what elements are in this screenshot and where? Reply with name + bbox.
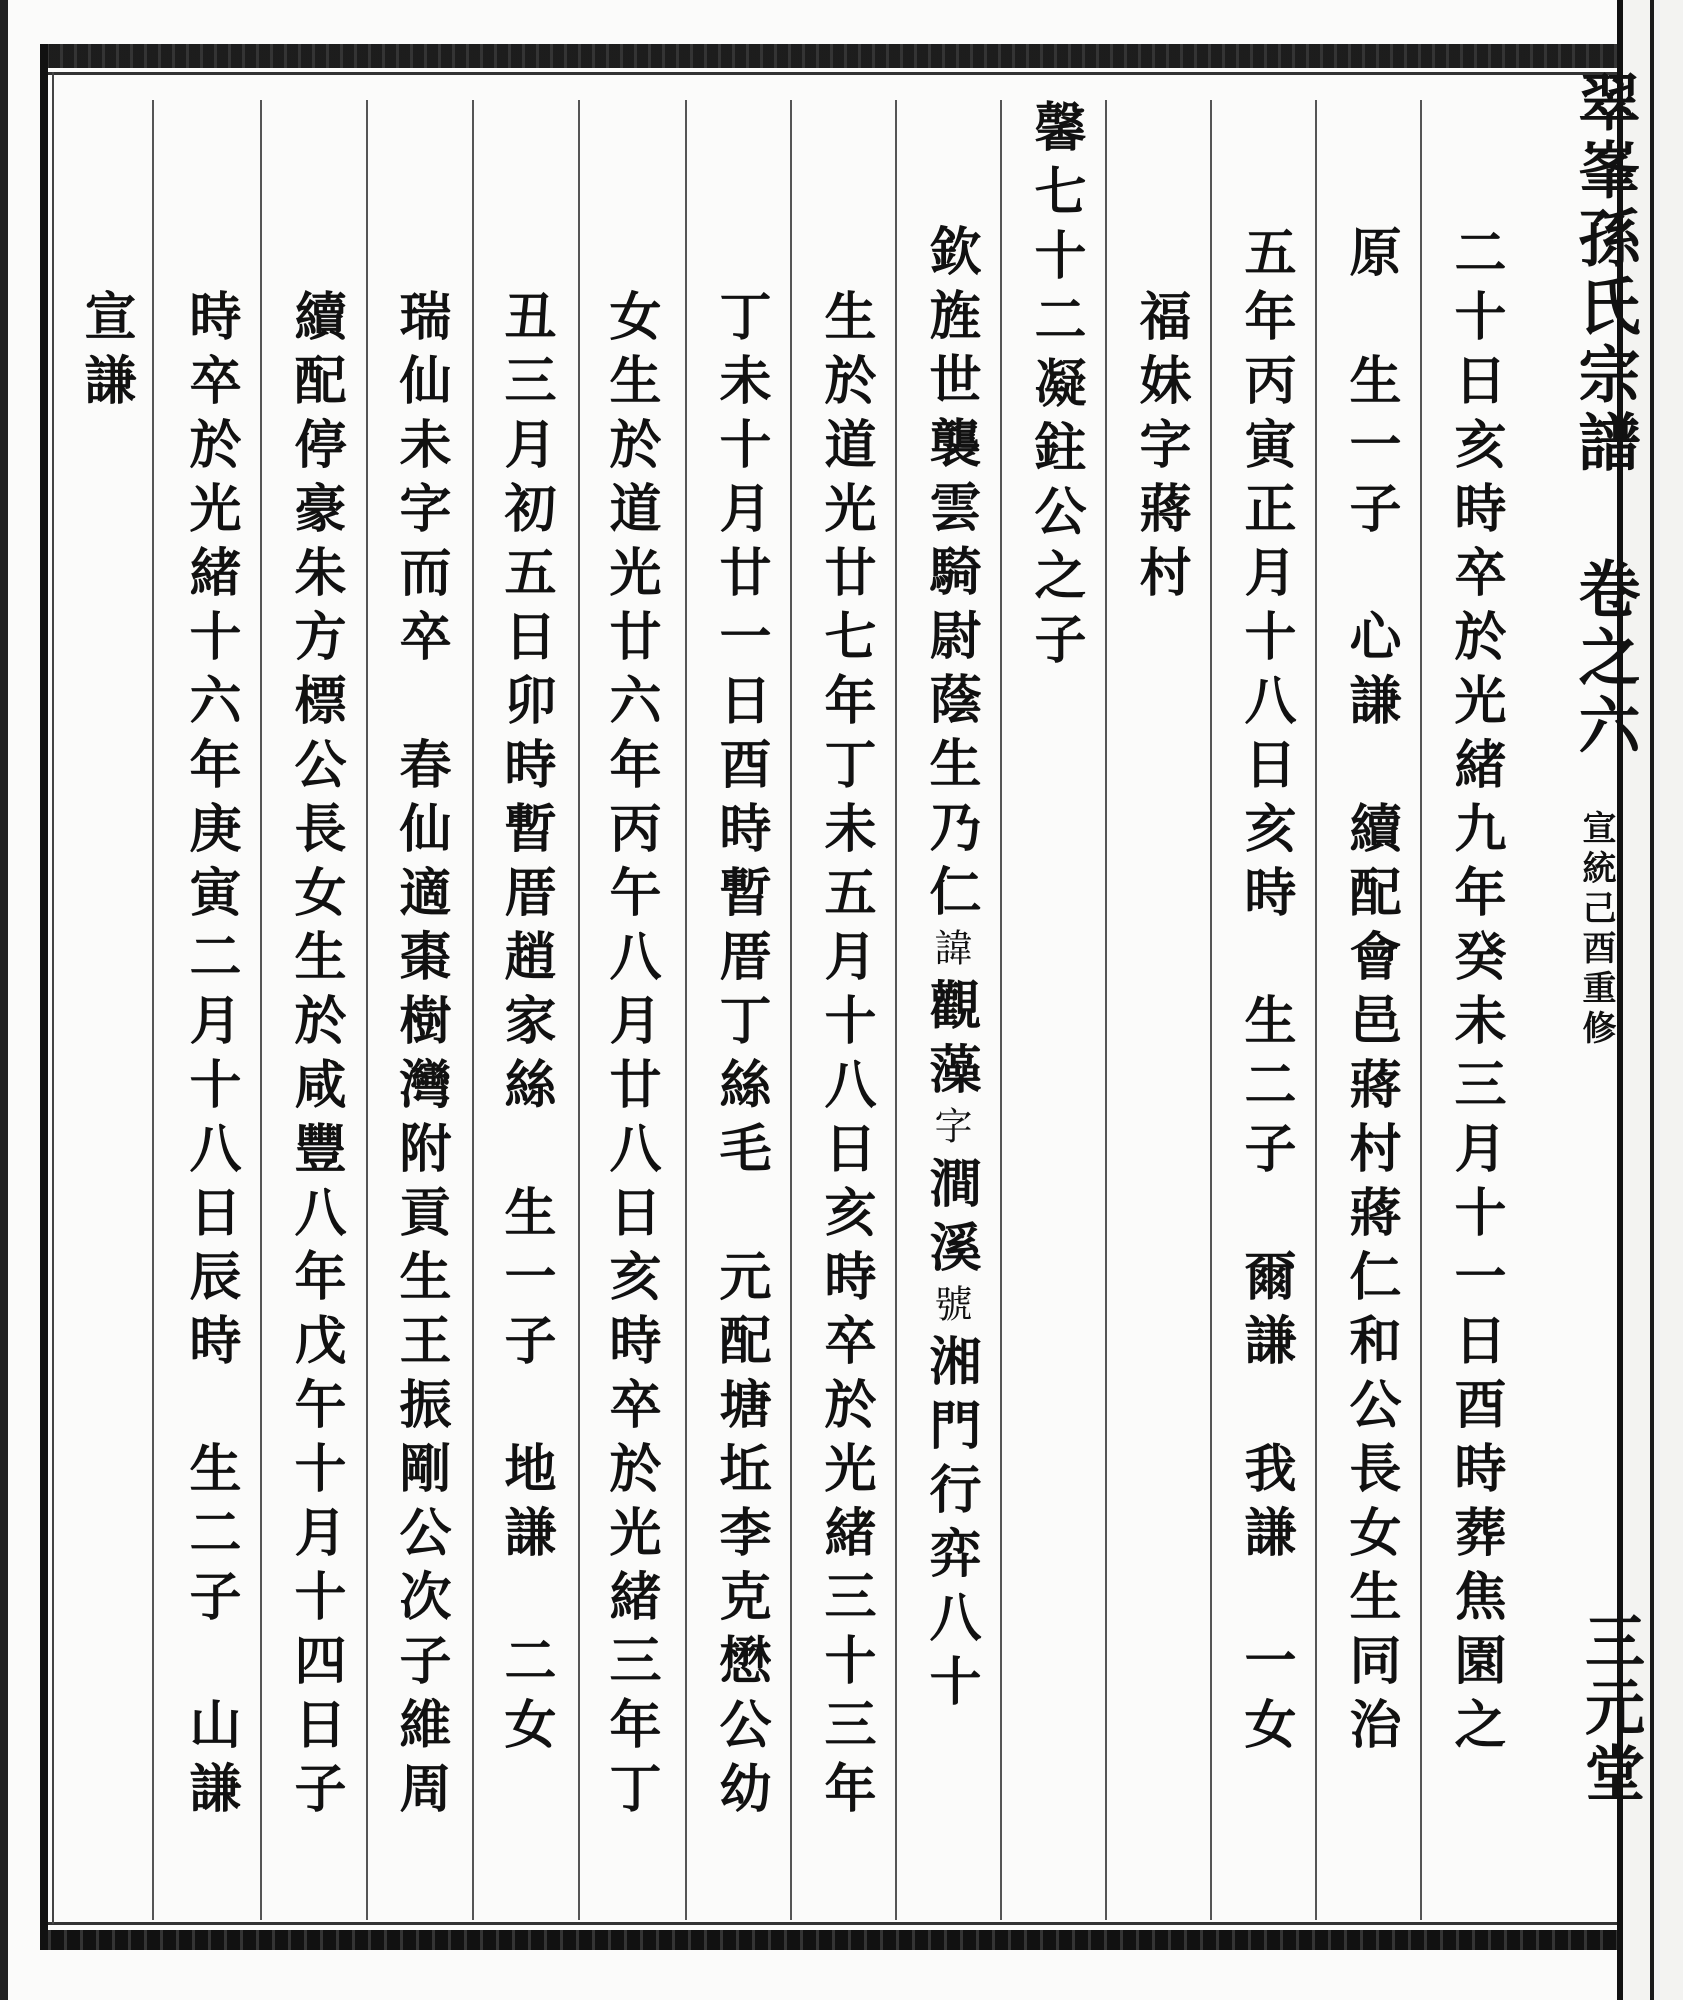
text-segment: 湘門行弈八十 [920,1334,981,1718]
text-segment: 觀藻 [920,978,981,1106]
text-segment: 時卒於光緒十六年庚寅二月十八日辰時 生二子 山謙 [180,225,241,1825]
text-segment: 原 生一子 心謙 續配會邑蔣村蔣仁和公長女生同治 [1340,225,1401,1761]
frame-left-inner-line [52,72,54,1924]
text-segment: 生於道光廿七年丁未五月十八日亥時卒於光緒三十三年 [815,225,876,1825]
column-rule [260,100,262,1920]
column-rule [578,100,580,1920]
text-segment: 女生於道光廿六年丙午八月廿八日亥時卒於光緒三年丁 [600,225,661,1825]
annotation-char: 字 [928,1106,972,1156]
text-segment: 澗溪 [920,1156,981,1284]
text-segment: 丁未十月廿一日酉時暫厝丁絲毛 元配塘坵李克懋公幼 [710,225,771,1825]
column-rule [685,100,687,1920]
text-segment: 欽旌世襲雲騎尉蔭生乃仁 [920,160,981,928]
text-segment: 二十日亥時卒於光緒九年癸未三月十一日酉時葬焦園之 [1445,225,1506,1761]
text-column [75,225,136,417]
text-segment: 續配停豪朱方標公長女生於咸豐八年戊午十月十四日子 [285,225,346,1825]
text-column [920,160,981,1718]
column-rule [1210,100,1212,1920]
column-rule [1420,100,1422,1920]
text-column [1130,225,1191,609]
text-segment: 福妹字蔣村 [1130,225,1191,609]
text-column [285,225,346,1825]
column-rule [1315,100,1317,1920]
annotation-char: 諱 [928,928,972,978]
text-column [600,225,661,1825]
text-segment: 瑞仙未字而卒 春仙適棗樹灣附貢生王振剛公次子維周 [390,225,451,1825]
column-rule [1000,100,1002,1920]
column-rule [152,100,154,1920]
frame-left-border [40,44,48,1950]
column-rule [472,100,474,1920]
column-rule [895,100,897,1920]
text-column [1445,225,1506,1761]
text-segment: 宣謙 [75,225,136,417]
frame-bottom-inner-line [40,1922,1625,1925]
text-segment: 五年丙寅正月十八日亥時 生二子 爾謙 我謙 一女 [1235,225,1296,1761]
text-column [390,225,451,1825]
text-column [1235,225,1296,1761]
text-segment: 丑三月初五日卯時暫厝趙家絲 生一子 地謙 二女 [495,225,556,1761]
annotation-char: 號 [928,1284,972,1334]
column-rule [1105,100,1107,1920]
text-column [1025,100,1086,676]
column-rule [366,100,368,1920]
hall-name: 三元堂 [1575,1610,1645,1808]
frame-top-border [40,44,1625,68]
frame-bottom-border [40,1930,1625,1950]
text-column [1340,225,1401,1761]
text-column [495,225,556,1761]
text-column [180,225,241,1825]
text-column [815,225,876,1825]
frame-top-inner-line [40,72,1625,75]
book-title: 翠峯孫氏宗譜 卷之六 [1568,70,1641,761]
text-segment: 馨七十二凝鉒公之子 [1025,100,1086,676]
edition-note: 宣統己酉重修 [1576,810,1616,1050]
column-rule [790,100,792,1920]
page-edge-shadow [0,0,8,2000]
text-column [710,225,771,1825]
